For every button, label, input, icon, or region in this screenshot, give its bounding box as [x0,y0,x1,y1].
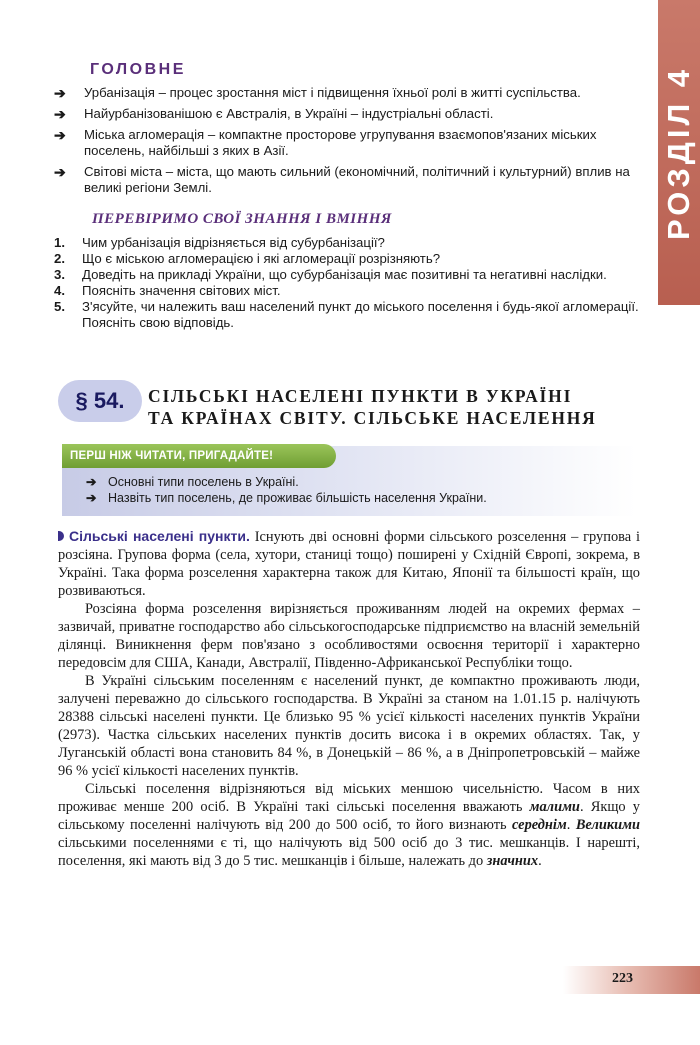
arrow-icon: ➔ [54,106,66,122]
questions-list [54,235,644,331]
arrow-icon: ➔ [54,164,66,180]
body-text [58,527,640,870]
arrow-icon: ➔ [54,127,66,143]
subheading: Сільські населені пункти. [69,528,250,544]
summary-heading: ГОЛОВНЕ [90,61,186,78]
summary-list [54,85,644,196]
check-heading: ПЕРЕВІРИМО СВОЇ ЗНАННЯ І ВМІННЯ [92,211,392,227]
list-item: ➔ Найурбанізованішою є Австралія, в Україні – індустріальні області. [54,106,494,122]
list-item: 4. Поясніть значення світових міст. [54,283,281,298]
list-item: ➔ Назвіть тип поселень, де проживає більшість населення України. [86,491,487,505]
arrow-icon: ➔ [54,85,66,101]
list-item: ➔ Світові міста – міста, що мають сильний (економічний, політичний і культурний) вплив на великі регіони Землі. [54,164,630,195]
list-item: ➔ Міська агломерація – компактне просторове угрупування взаємопов'язаних міських поселень, найбільші з яких в Азії. [54,127,597,158]
list-item: ➔ Урбанізація – процес зростання міст і підвищення їхньої ролі в житті суспільства. [54,85,581,101]
before-reading-label: ПЕРШ НІЖ ЧИТАТИ, ПРИГАДАЙТЕ! [62,444,336,468]
list-item: 1. Чим урбанізація відрізняється від субурбанізації? [54,235,385,250]
paragraph: В Україні сільським поселенням є населений пункт, де компактно проживають люди, залучені переважно до сільського господарства. В Україні за станом на 1.01.15 р. налічують 28388 сільські населені пункти. Це близько 95 % усієї кількості населених пунктів України (2973). Частка сільських населених пунктів досить висока і в окремих областях. Так, у Луганській області вона становить 84 %, в Донецькій – 86 %, а в Дніпропетровській – майже 96 % усієї кількості населених пунктів. [58,673,640,779]
chapter-side-tab [658,0,700,305]
paragraph: Сільські населені пункти. Існують дві основні форми сільського розселення – групова і розсіяна. Групова форма (села, хутори, станиці тощо) поширені у Східній Європі, зокрема, в Україні. Така форма розселення характерна також для Китаю, Японії та більшості країн, що розвиваються. [58,528,641,599]
list-item: 3. Доведіть на прикладі України, що субурбанізація має позитивні та негативні наслідки. [54,267,607,282]
list-item: 5. З'ясуйте, чи належить ваш населений пункт до міського поселення і будь-якої агломерації. Поясніть свою відповідь. [54,299,639,330]
paragraph: Розсіяна форма розселення вирізняється проживанням людей на окремих фермах – зазвичай, приватне господарство або сільськогосподарське підприємство на власній земельній ділянці. Виникнення ферм пов'язано з особливостями освоєння території і характерно передовсім для США, Канади, Австралії, Південно-Африканської Республіки тощо. [58,601,640,671]
section-marker-icon [58,531,64,541]
before-reading-list [86,474,487,506]
list-item: 2. Що є міською агломерацією і які агломерації розрізняють? [54,251,441,266]
list-item: ➔ Основні типи поселень в Україні. [86,475,299,489]
arrow-icon: ➔ [86,475,97,489]
chapter-label: РОЗДІЛ 4 [661,65,697,240]
arrow-icon: ➔ [86,491,97,505]
paragraph: Сільські поселення відрізняються від міських меншою чисельністю. Часом в них проживає менше 200 осіб. В Україні такі сільські поселення вважають малими. Якщо у сільському поселенні налічують від 200 до 500 осіб, то його визнають середнім. Великими сільськими поселеннями є ті, що налічують від 500 осіб до 3 тис. мешканців. І нарешті, поселення, які мають від 3 до 5 тис. мешканців і більше, належать до значних. [58,781,640,869]
page-number: 223 [612,971,633,986]
paragraph-number-badge: § 54. [58,380,142,422]
paragraph-title: СІЛЬСЬКІ НАСЕЛЕНІ ПУНКТИ В УКРАЇНІ ТА КРАЇНАХ СВІТУ. СІЛЬСЬКЕ НАСЕЛЕННЯ [148,386,597,428]
